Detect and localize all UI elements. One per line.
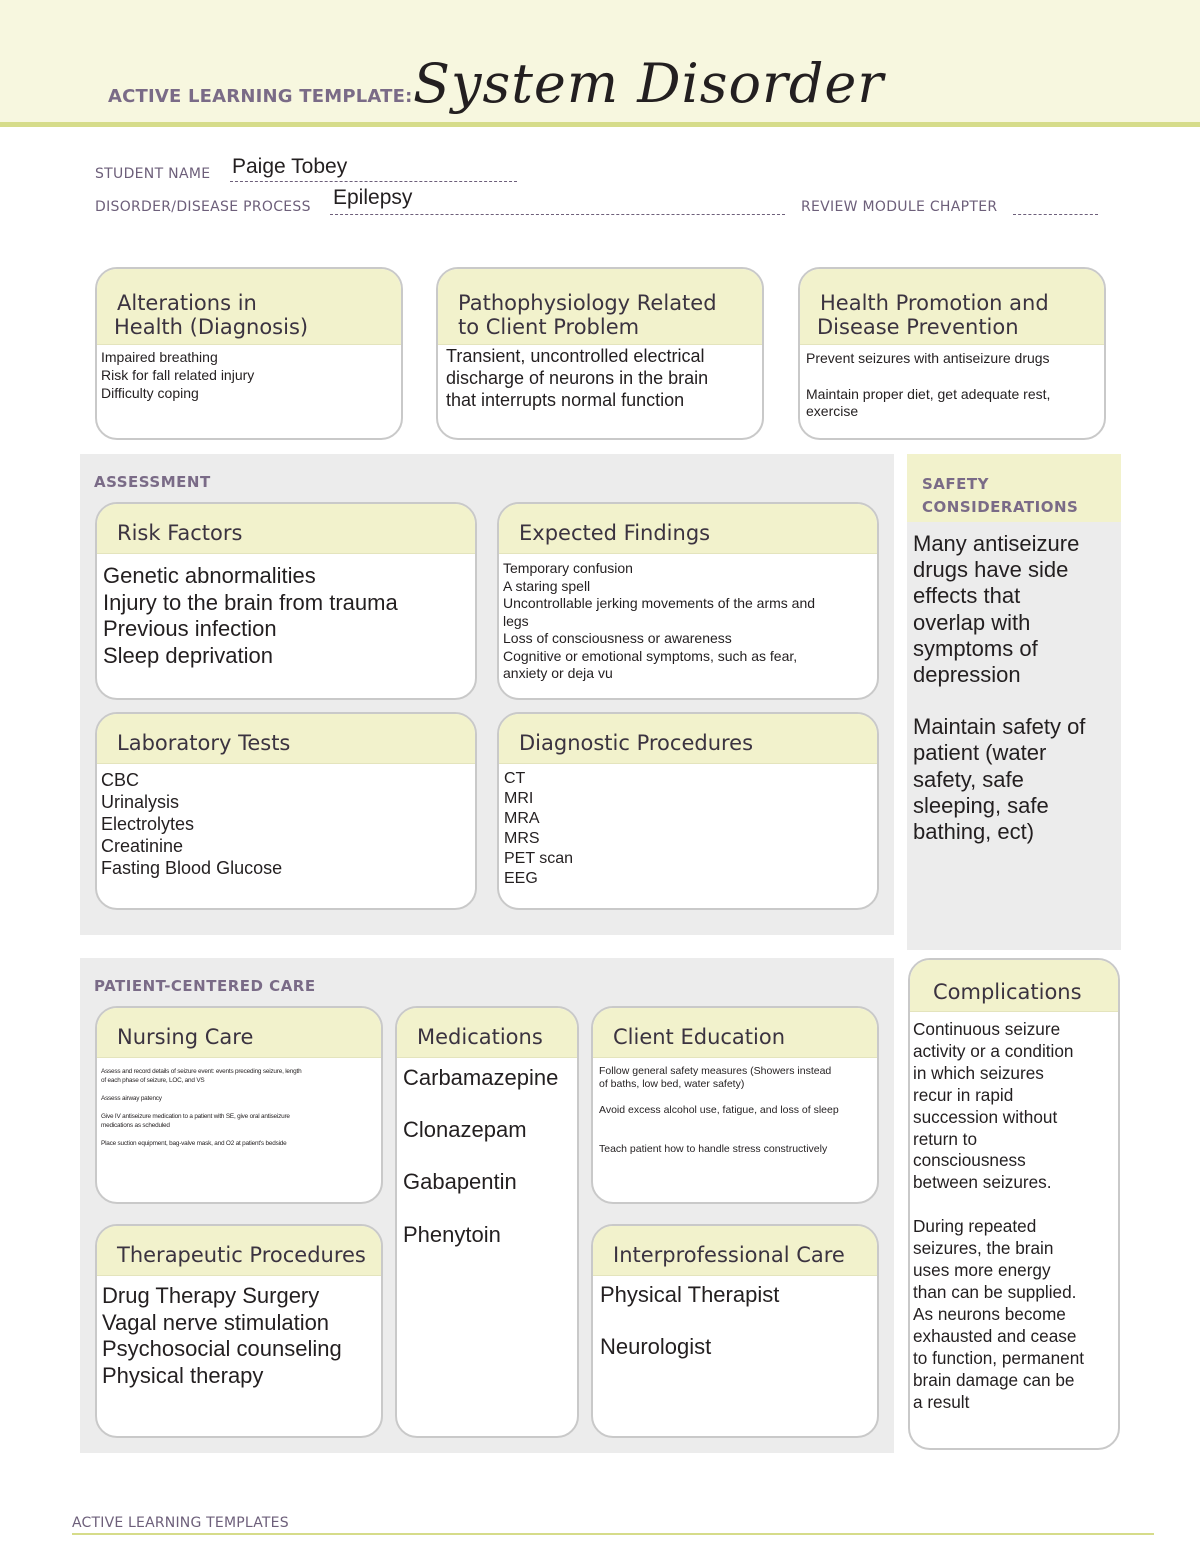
list-item: Maintain proper diet, get adequate rest, (806, 386, 1051, 402)
expected-findings-card (497, 502, 879, 700)
nursing-care-card (95, 1006, 383, 1204)
list-item: Transient, uncontrolled electrical (446, 346, 705, 366)
list-item: seizures, the brain (913, 1238, 1054, 1259)
therapeutic-procedures-card (95, 1224, 383, 1438)
page-title: System Disorder (413, 52, 885, 115)
list-item: Electrolytes (101, 814, 195, 834)
pathophysiology-card (436, 267, 764, 440)
list-item: symptoms of (913, 635, 1038, 661)
list-item (101, 1130, 381, 1139)
list-item: Fasting Blood Glucose (101, 858, 283, 878)
list-item: Impaired breathing (101, 349, 218, 365)
student-name-value: Paige Tobey (232, 155, 348, 178)
list-item: Neurologist (600, 1334, 712, 1360)
alterations-card-title (97, 269, 401, 345)
alterations-title-line1: Alterations in (117, 291, 257, 315)
list-item: Uncontrollable jerking movements of the arms and (503, 595, 816, 611)
therapeutic-procedures-card-title: Therapeutic Procedures (97, 1226, 381, 1276)
medications-card-title: Medications (397, 1008, 577, 1058)
list-item: Carbamazepine (403, 1065, 559, 1090)
expected-findings-card-title: Expected Findings (499, 504, 877, 554)
list-item: exhausted and cease (913, 1325, 1077, 1346)
list-item (806, 367, 1104, 386)
expected-findings-card-body (499, 554, 877, 683)
health-promotion-title-line2: Disease Prevention (817, 315, 1019, 339)
list-item: a result (913, 1391, 970, 1412)
list-item: CBC (101, 770, 140, 790)
list-item: MRA (504, 810, 540, 827)
disorder-label: DISORDER/DISEASE PROCESS (95, 199, 311, 215)
interprofessional-care-card-body (593, 1276, 877, 1360)
list-item: succession without (913, 1106, 1058, 1127)
list-item: activity or a condition (913, 1040, 1074, 1061)
footer-text: ACTIVE LEARNING TEMPLATES (72, 1515, 289, 1531)
list-item: in which seizures (913, 1062, 1044, 1083)
list-item (600, 1308, 877, 1334)
list-item: drugs have side (913, 557, 1069, 583)
list-item: Assess airway patency (101, 1095, 162, 1102)
list-item: return to (913, 1128, 978, 1149)
list-item (403, 1196, 577, 1222)
list-item: uses more energy (913, 1260, 1051, 1281)
list-item (599, 1117, 877, 1130)
medications-card-body (397, 1058, 577, 1248)
client-education-card-body (593, 1058, 877, 1156)
list-item: to function, permanent (913, 1347, 1085, 1368)
list-item (403, 1143, 577, 1169)
list-item (913, 1194, 1118, 1216)
list-item (599, 1130, 877, 1143)
list-item: PET scan (504, 850, 574, 867)
health-promotion-card (798, 267, 1106, 440)
list-item: Give IV antiseizure medication to a patient with SE, give oral antiseizure (101, 1113, 290, 1120)
list-item: anxiety or deja vu (503, 665, 613, 681)
list-item: Place suction equipment, bag-valve mask, and O2 at patient's bedside (101, 1140, 287, 1147)
list-item: bathing, ect) (913, 819, 1035, 845)
diagnostic-procedures-card-body (499, 764, 877, 889)
safety-title-line1: SAFETY (922, 475, 989, 493)
alterations-title-line2: Health (Diagnosis) (114, 315, 309, 339)
list-item: Psychosocial counseling (102, 1336, 342, 1361)
list-item: consciousness (913, 1150, 1026, 1171)
list-item: brain damage can be (913, 1369, 1075, 1390)
pathophysiology-card-body (438, 345, 762, 411)
list-item (403, 1091, 577, 1117)
list-item: Physical therapy (102, 1362, 264, 1388)
list-item: Cognitive or emotional symptoms, such as fear, (503, 647, 798, 664)
list-item: Many antiseizure (913, 531, 1080, 556)
list-item: Avoid excess alcohol use, fatigue, and loss of sleep (599, 1104, 839, 1116)
complications-card (908, 958, 1120, 1450)
safety-title-line2: CONSIDERATIONS (922, 498, 1079, 516)
medications-card (395, 1006, 579, 1438)
disorder-value: Epilepsy (333, 186, 413, 209)
health-promotion-card-body (800, 345, 1104, 420)
list-item: between seizures. (913, 1172, 1052, 1193)
header-rule (0, 122, 1200, 127)
list-item: Urinalysis (101, 792, 180, 812)
alterations-card (95, 267, 403, 440)
list-item (599, 1091, 877, 1104)
list-item: Injury to the brain from trauma (103, 589, 398, 615)
list-item: Prevent seizures with antiseizure drugs (806, 350, 1050, 366)
laboratory-tests-card (95, 712, 477, 910)
list-item: safety, safe (913, 766, 1024, 792)
list-item: discharge of neurons in the brain (446, 368, 709, 388)
list-item: effects that (913, 583, 1021, 609)
list-item: of baths, low bed, water safety) (599, 1078, 745, 1090)
patient-centered-care-title: PATIENT-CENTERED CARE (94, 977, 316, 995)
review-module-field[interactable] (1013, 191, 1098, 215)
pathophysiology-title-line1: Pathophysiology Related (458, 291, 717, 315)
list-item: depression (913, 662, 1021, 688)
footer-rule (72, 1533, 1154, 1535)
list-item: patient (water (913, 740, 1047, 766)
list-item: Genetic abnormalities (103, 563, 316, 588)
risk-factors-card (95, 502, 477, 700)
list-item: Phenytoin (403, 1221, 501, 1247)
list-item: recur in rapid (913, 1084, 1014, 1105)
list-item: Temporary confusion (503, 560, 633, 576)
list-item: Difficulty coping (101, 385, 199, 401)
list-item: that interrupts normal function (446, 390, 685, 410)
list-item: of each phase of seizure, LOC, and VS (101, 1077, 205, 1084)
list-item: CT (504, 770, 526, 787)
list-item (101, 1103, 381, 1112)
pathophysiology-card-title (438, 269, 762, 345)
health-promotion-title-line1: Health Promotion and (820, 291, 1049, 315)
list-item: As neurons become (913, 1303, 1066, 1324)
list-item: Assess and record details of seizure event: events preceding seizure, length (101, 1068, 302, 1075)
list-item: Creatinine (101, 836, 184, 856)
health-promotion-card-title (800, 269, 1104, 345)
student-name-label: STUDENT NAME (95, 166, 211, 182)
list-item: Physical Therapist (600, 1282, 780, 1307)
list-item: sleeping, safe (913, 792, 1049, 818)
list-item: MRI (504, 790, 534, 807)
review-module-label: REVIEW MODULE CHAPTER (801, 199, 998, 215)
laboratory-tests-card-title: Laboratory Tests (97, 714, 475, 764)
list-item: Sleep deprivation (103, 642, 274, 668)
assessment-title: ASSESSMENT (94, 473, 211, 491)
list-item: A staring spell (503, 577, 591, 594)
risk-factors-card-body (97, 554, 475, 669)
list-item: than can be supplied. (913, 1281, 1077, 1302)
diagnostic-procedures-card (497, 712, 879, 910)
list-item: Loss of consciousness or awareness (503, 630, 732, 646)
risk-factors-card-title: Risk Factors (97, 504, 475, 554)
safety-body (913, 531, 1085, 845)
alterations-card-body (97, 345, 401, 402)
complications-card-title: Complications (910, 960, 1118, 1012)
list-item: EEG (504, 870, 538, 887)
list-item: Maintain safety of (913, 714, 1086, 740)
list-item: Continuous seizure (913, 1019, 1061, 1039)
list-item (913, 688, 1085, 714)
interprofessional-care-card (591, 1224, 879, 1438)
pathophysiology-title-line2: to Client Problem (458, 315, 640, 339)
client-education-card-title: Client Education (593, 1008, 877, 1058)
therapeutic-procedures-card-body (97, 1276, 381, 1389)
list-item: Teach patient how to handle stress constructively (599, 1143, 828, 1155)
client-education-card (591, 1006, 879, 1204)
list-item: MRS (504, 830, 540, 847)
diagnostic-procedures-card-title: Diagnostic Procedures (499, 714, 877, 764)
laboratory-tests-card-body (97, 764, 475, 879)
interprofessional-care-card-title: Interprofessional Care (593, 1226, 877, 1276)
header-label: ACTIVE LEARNING TEMPLATE: (108, 86, 413, 107)
safety-title (922, 473, 1078, 519)
list-item: Risk for fall related injury (101, 367, 255, 383)
list-item: exercise (806, 403, 859, 419)
nursing-care-card-body (97, 1058, 381, 1148)
list-item: Previous infection (103, 616, 277, 641)
list-item: Clonazepam (403, 1117, 527, 1143)
list-item: medications as scheduled (101, 1122, 170, 1129)
list-item: Follow general safety measures (Showers instead (599, 1065, 832, 1077)
list-item: overlap with (913, 609, 1031, 635)
list-item: During repeated (913, 1216, 1037, 1237)
list-item: Drug Therapy Surgery (102, 1283, 320, 1308)
list-item: legs (503, 612, 529, 629)
list-item (101, 1085, 381, 1094)
complications-card-body (910, 1012, 1118, 1413)
nursing-care-card-title: Nursing Care (97, 1008, 381, 1058)
list-item: Gabapentin (403, 1169, 517, 1195)
list-item: Vagal nerve stimulation (102, 1309, 330, 1335)
